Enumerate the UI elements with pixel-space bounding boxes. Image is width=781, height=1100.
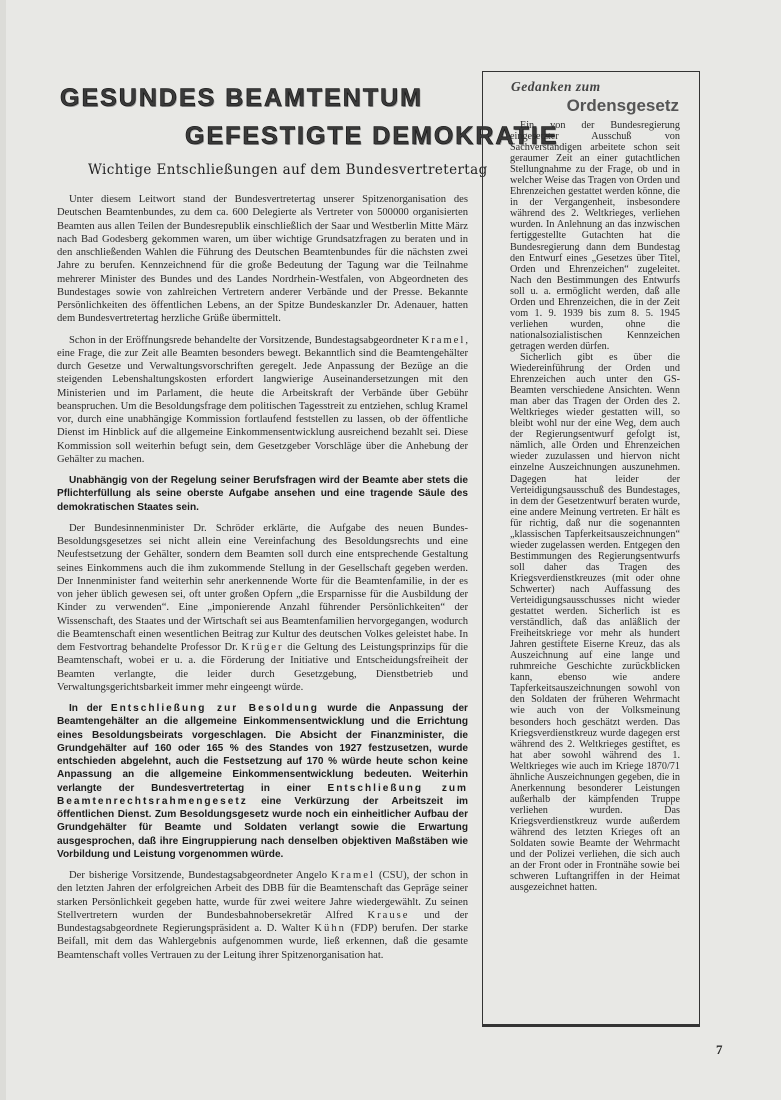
sidebar-box xyxy=(482,71,700,1027)
paragraph-4 xyxy=(57,522,468,694)
sidebar-kicker: Gedanken zum xyxy=(511,79,601,94)
page-number: 7 xyxy=(716,1042,723,1057)
name-spaced: Kühn xyxy=(314,923,346,934)
name-spaced: Kramel xyxy=(331,870,375,881)
sidebar-text xyxy=(510,120,680,893)
term-spaced: Entschließung zum Beamtenrechtsrahmengesetz xyxy=(57,782,469,807)
text: Der bisherige Vorsitzende, Bundestagsabgeordneter Angelo xyxy=(69,870,332,881)
sidebar-paragraph-1: Ein von der Bundesregierung eingesetzter Ausschuß von Sachverständigen arbeitete schon seit geraumer Zeit an einer gutachtlichen Stellungnahme zu der Frage, ob und in welcher Weise das Tragen von Orden und Ehrenzeichen gestattet werden könne, die in der Vergangenheit, insbesondere während des 2. Weltkrieges, verliehen wurden. In Anlehnung an das inzwischen fertiggestellte Gutachten hat die Bundesregierung dann dem Bundestag den Entwurf eines „Gesetzes über Titel, Orden und Ehrenzeichen“ zugeleitet. Nach den Bestimmungen des Entwurfs soll u. a. ermöglicht werden, daß alle Orden und Ehrenzeichen, die in der Zeit vom 1. 9. 1939 bis zum 8. 5. 1945 verliehen wurden, ohne die nationalsozialistischen Kennzeichen getragen werden dürfen. xyxy=(510,120,680,352)
text: In der xyxy=(69,703,111,714)
text: , eine Frage, die zur Zeit alle Beamten besonders bewegt. Bekanntlich sind die Beamtengehälter durch Gesetze und Verwaltungsvorschriften geregelt. Jede Anpassung der Bezüge an die steigenden Lebenshaltungskosten erfordert langwierige Auseinandersetzungen mit den Ministerien und im Parlament, die heute die Arbeitskraft der Verbände über Gebühr beanspruchen. Um die Besoldungsfrage dem politischen Tagesstreit zu entziehen, schlug Kramel vor, durch eine unabhängige Kommission fortlaufend feststellen zu lassen, ob der öffentliche Dienst im Hinblick auf die allgemeine Einkommensentwicklung ausreichend bezahlt sei. Diese Kommission soll weiterhin befugt sein, dem Gesetzgeber Vorschläge über die Anhebung der Gehälter zu machen. xyxy=(57,334,468,465)
name-spaced: Krause xyxy=(367,909,410,921)
sidebar-paragraph-2: Sicherlich gibt es über die Wiedereinführung der Orden und Ehrenzeichen auch unter den GS-Beamten verschiedene Ansichten. Wenn man aber das Tragen der Orden des 2. Weltkrieges wieder gestatten will, so bleibt wohl nur der eine Weg, dem auch der Regierungsentwurf gefolgt ist, nämlich, alle Orden und Ehrenzeichen wieder zuzulassen und hiervon nicht einzelne Auszeichnungen auszunehmen. Dagegen hat leider der Verteidigungsausschuß des Bundestages, in dem der Gesetzentwurf beraten wurde, eine andere Meinung vertreten. Er hält es für richtig, daß nur die sogenannten „klassischen Tapferkeitsauszeichnungen“ wieder zugelassen werden. Entgegen den Bestimmungen des Regierungsentwurfs soll daher das Tragen des Kriegsverdienstkreuzes (mit oder ohne Schwerter) nach Auffassung des Verteidigungsausschusses nicht wieder gestattet werden. Sicherlich ist es verständlich, daß das anläßlich der Freiheitskriege vor mehr als hundert Jahren gestiftete Eiserne Kreuz, das als Auszeichnung auf eine lange und ruhmreiche Geschichte zurückblicken kann, ebenso wie andere Tapferkeitsauszeichnungen sowohl von den Soldaten der früheren Wehrmacht wie auch von der Volksmeinung besonders hoch geschätzt werden. Das Kriegsverdienstkreuz wurde dagegen erst während des 2. Weltkrieges gestiftet, es hat aber sowohl während des 1. Weltkrieges wie auch im Kriege 1870/71 ähnliche Auszeichnungen gegeben, die in Anerkennung besonderer Leistungen außerhalb der kämpfenden Truppe verliehen wurden. Das Kriegsverdienstkreuz wurde außerdem während des letzten Krieges oft an Soldaten sowie Beamte der Wehrmacht und der Polizei verliehen, die sich auch an der Front oder in Frontnähe sowie bei schweren Luftangriffen in der Heimat ausgezeichnet hatten. xyxy=(510,351,680,894)
sidebar-title: Ordensgesetz xyxy=(566,96,679,115)
paragraph-6 xyxy=(57,869,468,962)
main-article xyxy=(57,193,468,970)
paragraph-3-bold: Unabhängig von der Regelung seiner Berufsfragen wird der Beamte aber stets die Pflichterfüllung als seine oberste Aufgabe ansehen und eine tragende Säule des demokratischen Staates sein. xyxy=(57,475,468,513)
text: Schon in der Eröffnungsrede behandelte der Vorsitzende, Bundestagsabgeordneter xyxy=(69,334,422,346)
headline-line-1: GESUNDES BEAMTENTUM xyxy=(60,84,424,112)
text: eine Verkürzung der Arbeitszeit im öffentlichen Dienst. Zum Besoldungsgesetz wurde noch ein einheitlicher Aufbau der Grundgehälter für Beamte und Soldaten verlangt sowie die Erwartung ausgesprochen, daß ihre Eingruppierung nach denselben objektiven Maßstäben wie Vorbildung und Leistung vorgenommen würde. xyxy=(57,795,468,860)
paragraph-5-bold xyxy=(57,702,468,861)
text: die Geltung des Leistungsprinzips für die Beamtenschaft, wobei er u. a. die Förderung der Initiative und Entscheidungsfreiheit der Beamten verlangte, die leider durch Gesetzgebung, Dienstbetrieb und Verwaltungsgerichtsbarkeit immer mehr eingeengt würde. xyxy=(57,642,468,693)
paragraph-2 xyxy=(57,334,468,467)
text: wurde die Anpassung der Beamtengehälter an die allgemeine Einkommensentwicklung und die Errichtung eines Besoldungsbeirats vorgeschlagen. Die Absicht der Finanzminister, die Grundgehälter auf 160 oder 165 % des Standes von 1927 festzusetzen, wurde entschieden abgelehnt, auch die Festsetzung auf 170 % würde heute schon keine Anpassung an die allgemeine Einkommensentwicklung bedeuten. Weiterhin verlangte der Bundesvertretertag in einer xyxy=(57,703,468,794)
paragraph-1: Unter diesem Leitwort stand der Bundesvertretertag unserer Spitzenorganisation des Deutschen Beamtenbundes, zu dem ca. 600 Delegierte als Vertreter von 500000 organisierten Beamten aus allen Teilen der Bundesrepublik einschließlich der Saar und Westberlin Mitte März nach Bad Godesberg gekommen waren, um über wichtige Grundsatzfragen zu beraten und in den anschließenden Wahlen die Führung des Deutschen Beamtenbundes für die nächsten zwei Jahre zu berufen. Kennzeichnend für die große Bedeutung der Tagung war die Teilnahme mehrerer Minister des Bundes und des Landes Nordrhein-Westfalen, von Abgeordneten des Bundestages sowie von zahlreichen Vertretern anderer Verbände und der Presse. Bekannte Persönlichkeiten des öffentlichen Lebens, an der Spitze Bundeskanzler Dr. Adenauer, hatten dem Bundesvertretertag herzliche Grüße übermittelt. xyxy=(57,194,468,325)
name-spaced: Kramel xyxy=(421,334,466,346)
text: Der Bundesinnenminister Dr. Schröder erklärte, die Aufgabe des neuen Bundes-Besoldungsgesetzes sei nicht allein eine Vereinfachung des Besoldungsrechts und eine Neufestsetzung der Gehälter, sondern dem Beamten soll durch eine entsprechende Gestaltung seines Einkommens auch die ihm zukommende Stellung in der Gesellschaft gegeben werden. Der Innenminister fand weiterhin sehr anerkennende Worte für die Beamtenfamilie, in der es von jeher üblich gewesen sei, oft unter großen Opfern „die Ersparnisse für die Ausbildung der Kinder zu verwenden“. Eine „imponierende Anzahl führender Persönlichkeiten“ der Wissenschaft, des Staates und der Wirtschaft sei aus Beamtenfamilien hervorgegangen, wodurch die Beamtenschaft einen wesentlichen Beitrag zur Kultur des deutschen Volkes geleistet habe. In dem Festvortrag behandelte Professor Dr. xyxy=(57,522,468,653)
text: (FDP) berufen. Der starke Beifall, mit dem das Wahlergebnis aufgenommen wurde, ließ erkennen, daß die gesamte Beamtenschaft volles Vertrauen zu der Leitung ihrer Spitzenorganisation hat. xyxy=(57,923,468,961)
name-spaced: Krüger xyxy=(241,642,284,653)
page-edge xyxy=(0,0,6,1100)
term-spaced: Entschließung zur Besoldung xyxy=(110,703,319,714)
subtitle: Wichtige Entschließungen auf dem Bundesvertretertag xyxy=(88,162,488,178)
text: und der Bundestagsabgeordnete Regierungspräsident a. D. Walter xyxy=(57,909,468,934)
text: (CSU), der schon in den letzten Jahren der erfolgreichen Arbeit des DBB für die Beamtenschaft das Gepräge seiner starken Persönlichkeit gegeben hatte, wurde für zwei weitere Jahre wiedergewählt. Zu seinen Stellvertretern wurden der Bundesbahnobersekretär Alfred xyxy=(57,870,469,921)
headline-line-2: GEFESTIGTE DEMOKRATIE xyxy=(185,122,559,150)
